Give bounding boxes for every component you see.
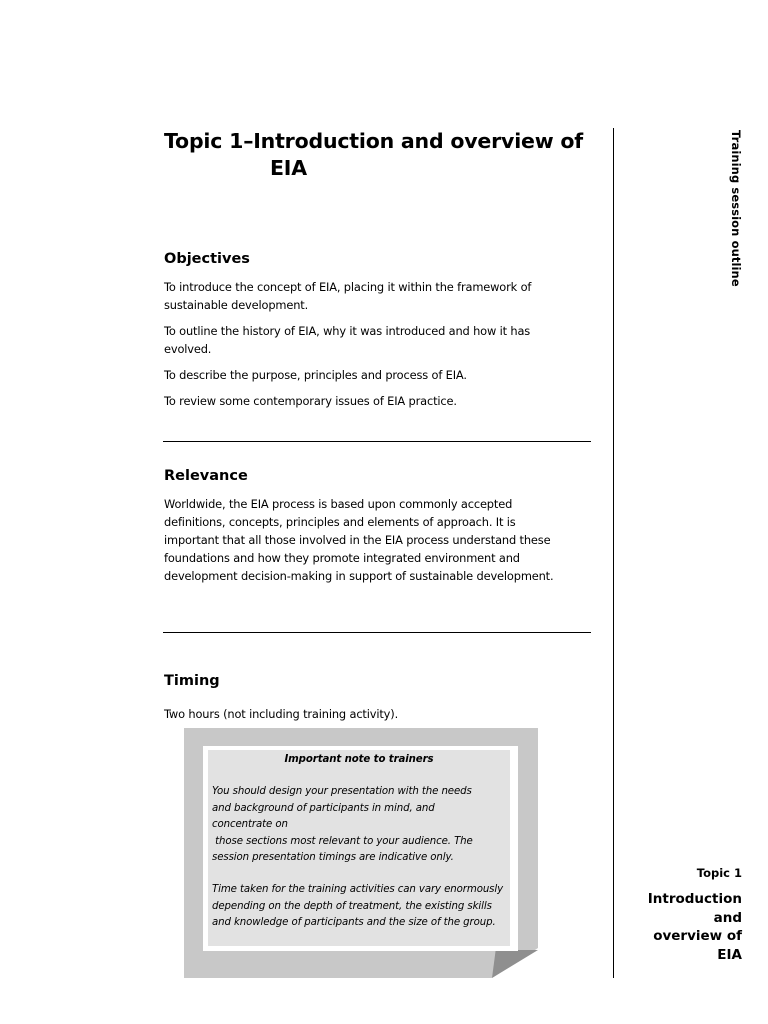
trainer-note-heading: Important note to trainers [284, 754, 434, 765]
note-line: session presentation timings are indicative only. [212, 852, 454, 864]
page-title [164, 128, 604, 182]
topic-title-line: and [713, 909, 742, 926]
relevance-paragraph: Worldwide, the EIA process is based upon commonly accepted definitions, concepts, principles and elements of approach. It is important that all those involved in the EIA process understand these foundations and how they promote integrated environment and development decision-making in support of sustainable development. [164, 497, 554, 583]
relevance-text [164, 495, 564, 593]
sidebar-vertical-text: Training session outline [729, 130, 743, 287]
topic-title [632, 890, 742, 964]
sidebar-divider [613, 128, 614, 978]
topic-title-line: Introduction [647, 891, 742, 907]
trainer-note-box [208, 750, 510, 946]
topic-title-line: EIA [717, 946, 742, 963]
objective-item: To outline the history of EIA, why it was introduced and how it has evolved. [164, 324, 531, 356]
sidebar-vertical-label [727, 130, 743, 287]
trainer-note-paragraph-1 [212, 784, 506, 866]
topic-number: Topic 1 [696, 866, 742, 880]
timing-heading: Timing [164, 673, 220, 689]
objectives-heading: Objectives [164, 251, 250, 267]
page-title-line-1: Topic 1–Introduction and overview of [164, 129, 583, 153]
section-divider [163, 632, 591, 633]
section-divider [163, 441, 591, 442]
note-line: concentrate on [212, 819, 288, 831]
objective-item: To review some contemporary issues of EIA practice. [164, 394, 457, 408]
topic-title-line: overview of [653, 928, 742, 944]
timing-text: Two hours (not including training activity). [164, 707, 399, 721]
page-title-line-2: EIA [270, 156, 307, 180]
note-page-curl [492, 950, 538, 978]
relevance-heading: Relevance [164, 468, 248, 484]
objective-item: To describe the purpose, principles and process of EIA. [164, 368, 467, 382]
note-line: those sections most relevant to your audience. The [212, 835, 473, 847]
trainer-note-paragraph-2: Time taken for the training activities can vary enormously depending on the depth of treatment, the existing skills and knowledge of participants and the size of the group. [212, 884, 504, 929]
note-line: You should design your presentation with the needs [212, 786, 472, 798]
objective-item: To introduce the concept of EIA, placing it within the framework of sustainable development. [164, 280, 532, 312]
note-line: and background of participants in mind, and [212, 802, 435, 814]
objectives-list [164, 278, 574, 418]
